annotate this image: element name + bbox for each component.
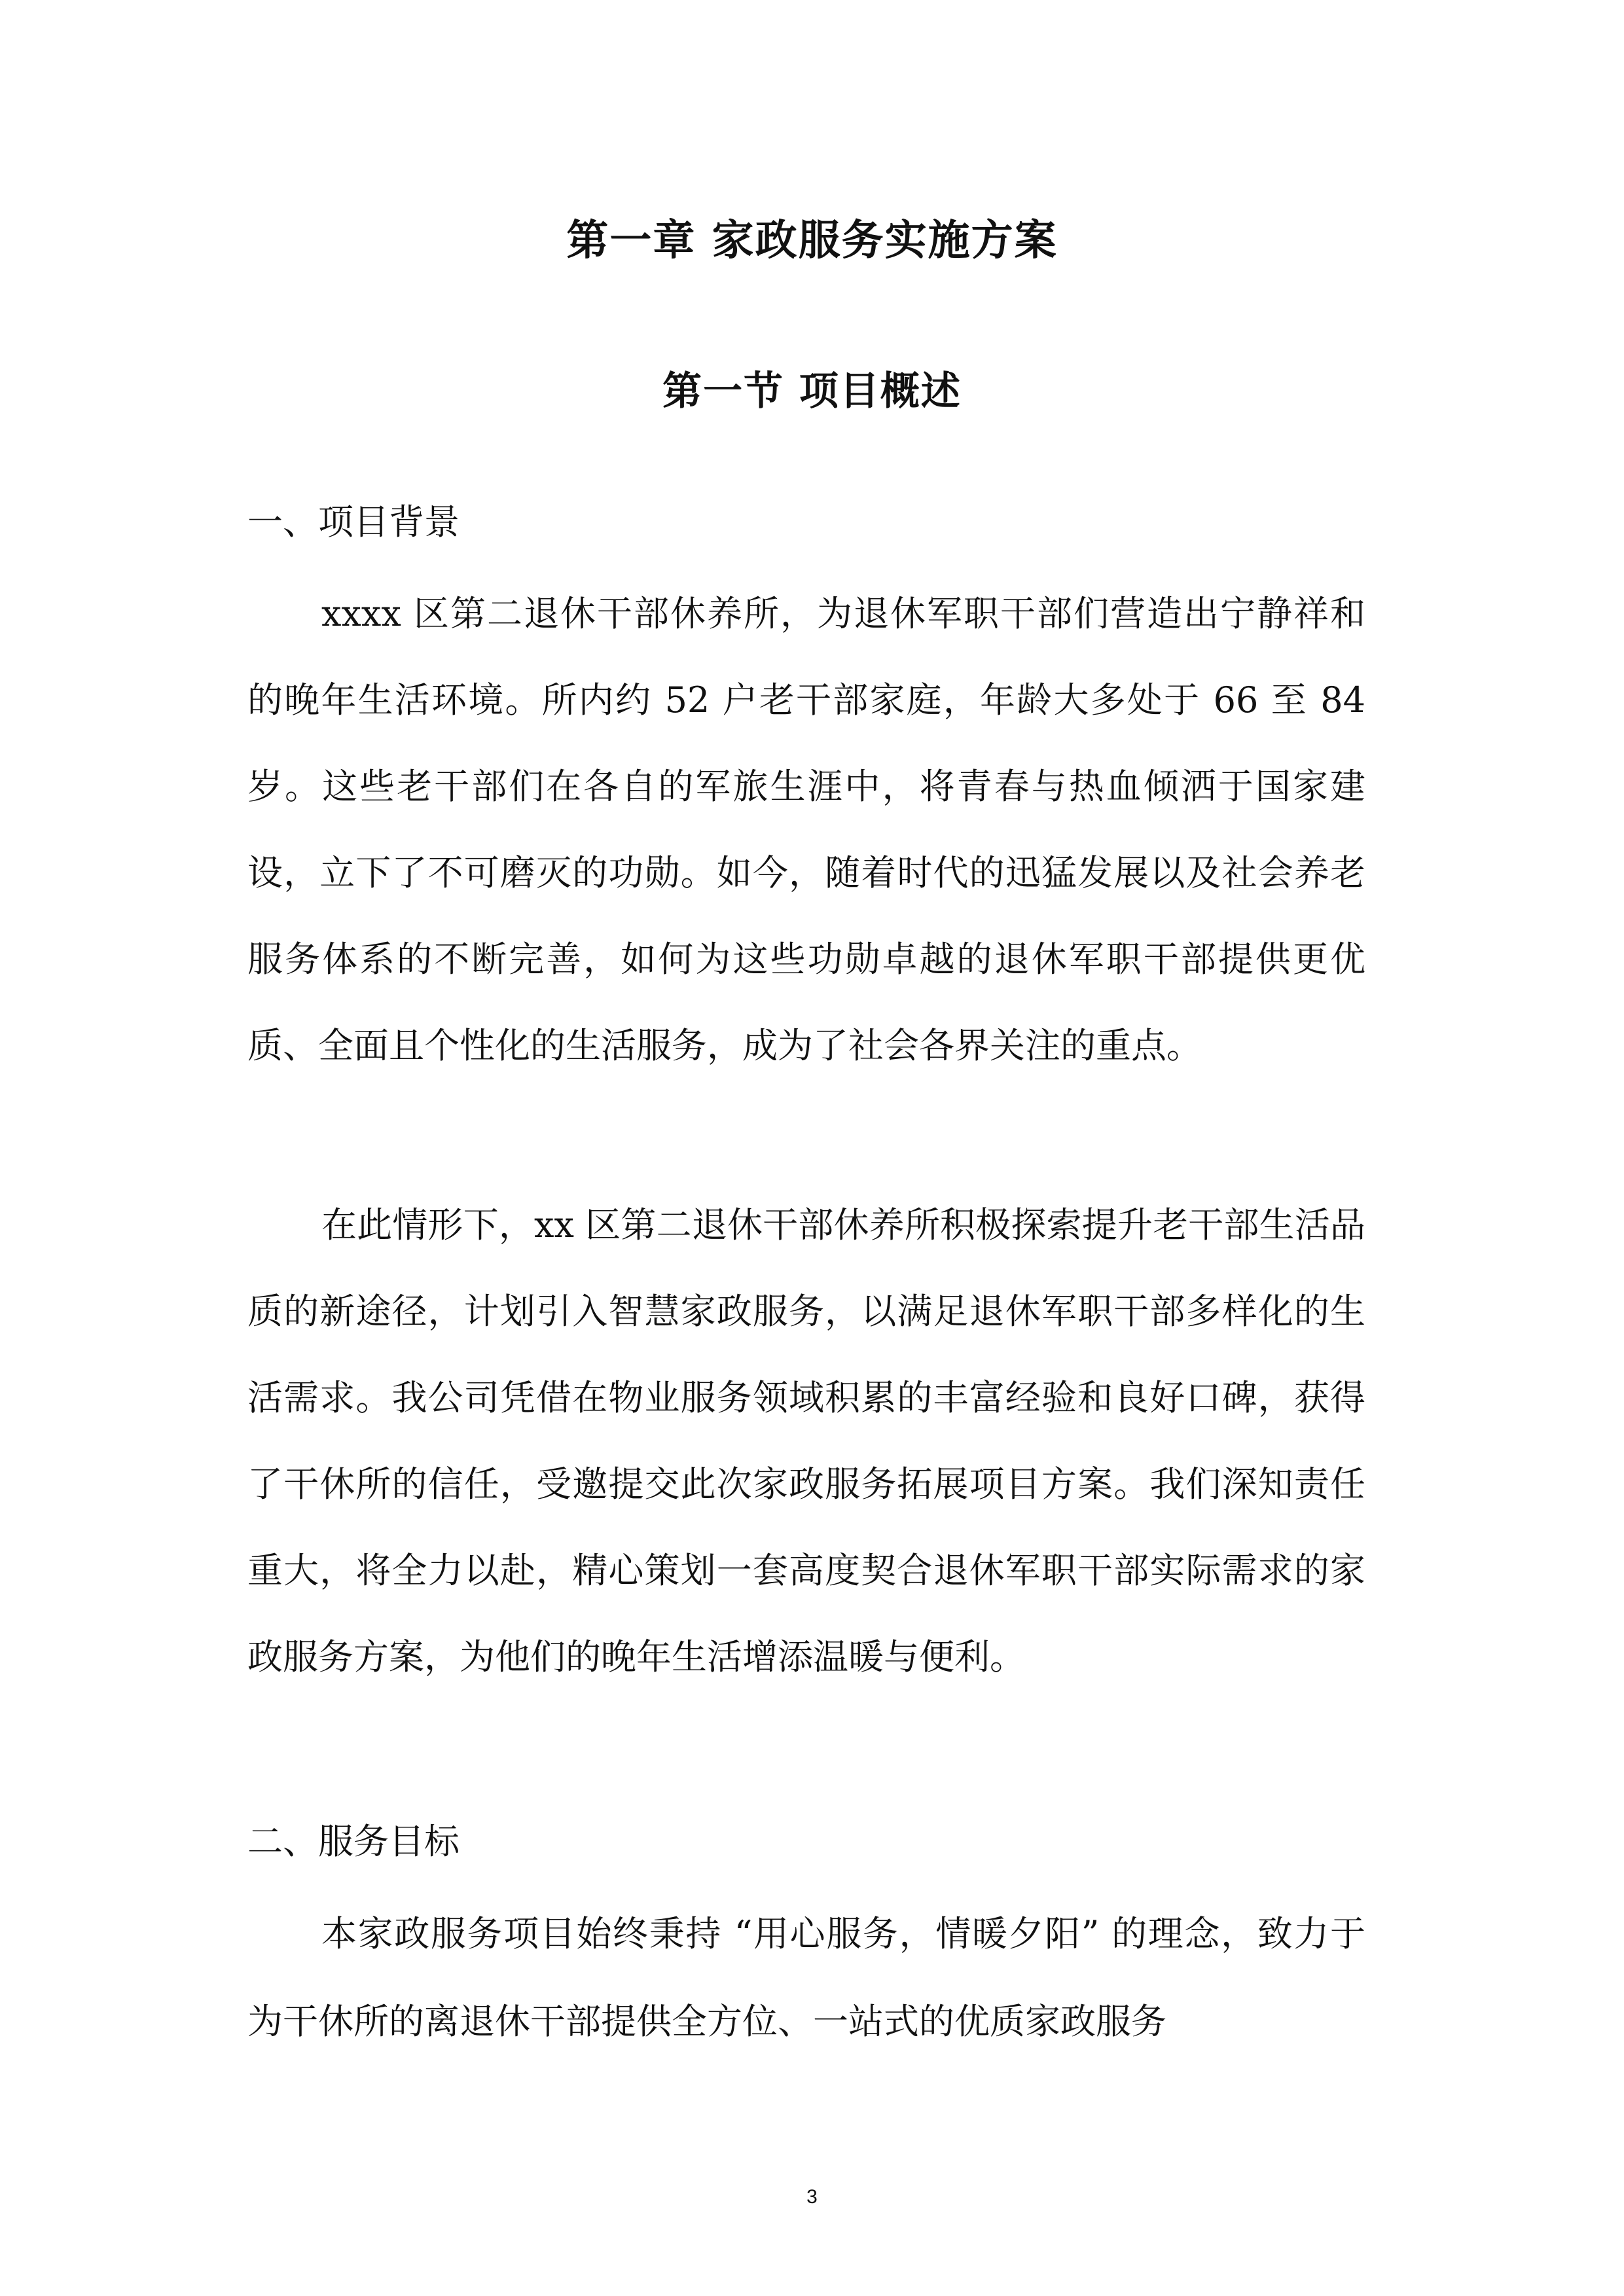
page-number: 3	[806, 2186, 818, 2208]
heading-project-background: 一、项目背景	[247, 501, 460, 543]
section-title: 第一节 项目概述	[662, 368, 962, 414]
paragraph-service-goals: 本家政服务项目始终秉持 “用心服务，情暖夕阳” 的理念，致力于为干休所的离退休干部提供全方位、一站式的优质家政服务	[247, 1913, 1365, 2042]
paragraph-background-1: xxxx 区第二退休干部休养所，为退休军职干部们营造出宁静祥和的晚年生活环境。所内约 52 户老干部家庭，年龄大多处于 66 至 84 岁。这些老干部们在各自的军旅生涯中，将青春与热血倾洒于国家建设，立下了不可磨灭的功勋。如今，随着时代的迅猛发展以及社会养老服务体系的不断完善，如何为这些功勋卓越的退休军职干部提供更优质、全面且个性化的生活服务，成为了社会各界关注的重点。	[247, 593, 1365, 1066]
paragraph-background-2: 在此情形下，xx 区第二退休干部休养所积极探索提升老干部生活品质的新途径，计划引入智慧家政服务，以满足退休军职干部多样化的生活需求。我公司凭借在物业服务领域积累的丰富经验和良好口碑，获得了干休所的信任，受邀提交此次家政服务拓展项目方案。我们深知责任重大，将全力以赴，精心策划一套高度契合退休军职干部实际需求的家政服务方案，为他们的晚年生活增添温暖与便利。	[247, 1204, 1365, 1677]
heading-service-goals: 二、服务目标	[247, 1821, 460, 1862]
chapter-title: 第一章 家政服务实施方案	[566, 217, 1058, 265]
